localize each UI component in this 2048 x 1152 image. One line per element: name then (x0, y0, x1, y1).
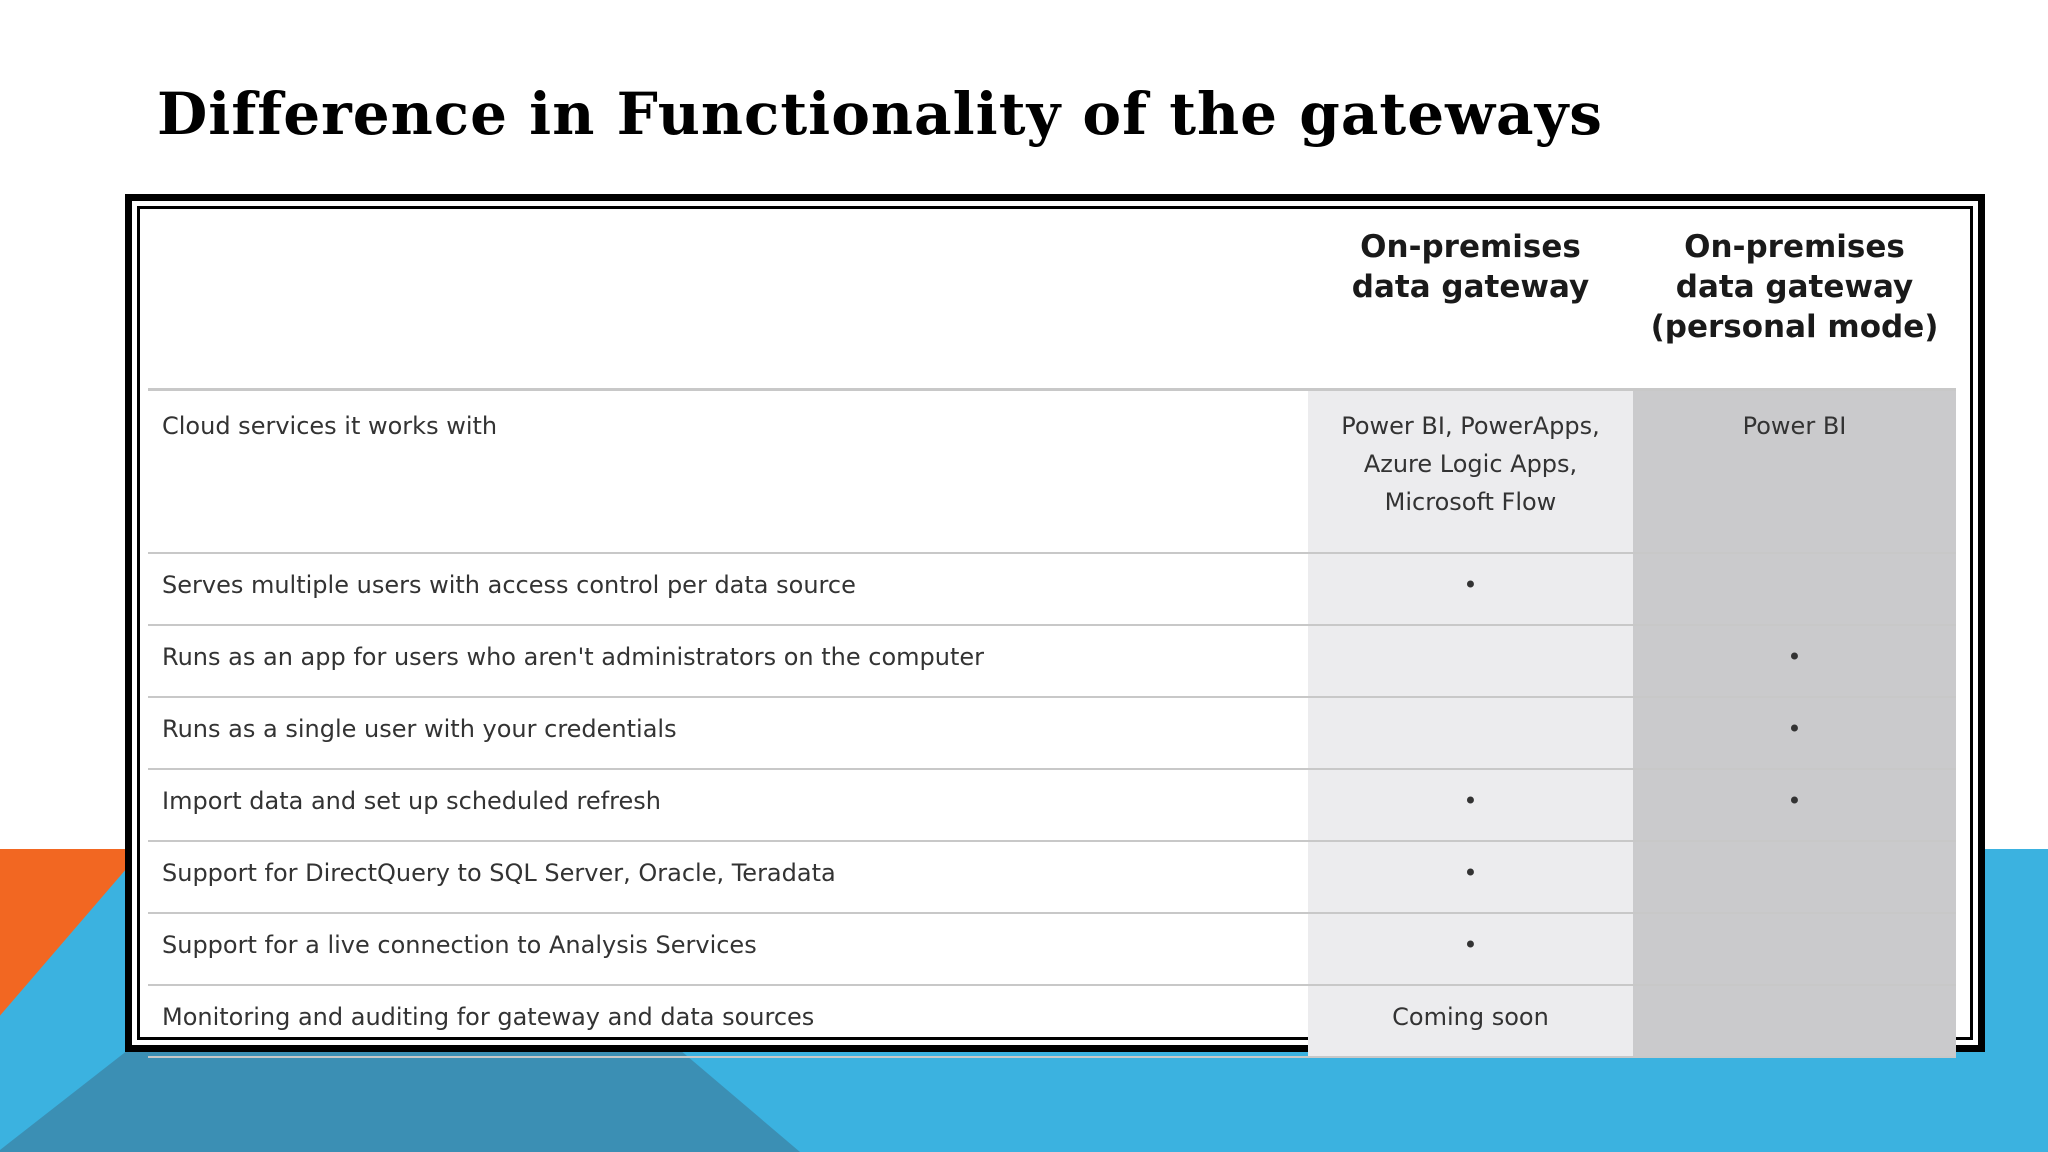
personal-cell: • (1633, 697, 1956, 769)
table-row (148, 625, 1956, 697)
personal-cell (1633, 913, 1956, 985)
standard-cell: • (1308, 913, 1633, 985)
feature-cell: Cloud services it works with (148, 390, 1308, 554)
standard-cell: Coming soon (1308, 985, 1633, 1057)
table-row (148, 769, 1956, 841)
personal-cell (1633, 985, 1956, 1057)
header-feature (148, 213, 1308, 390)
background-teal-shape (0, 1050, 800, 1152)
slide-title: Difference in Functionality of the gateways (157, 80, 1603, 148)
table-row (148, 841, 1956, 913)
feature-cell: Import data and set up scheduled refresh (148, 769, 1308, 841)
feature-cell: Serves multiple users with access control per data source (148, 553, 1308, 625)
table-row (148, 697, 1956, 769)
standard-cell: • (1308, 553, 1633, 625)
table-row (148, 913, 1956, 985)
standard-cell (1308, 625, 1633, 697)
header-personal-gateway: On-premises data gateway (personal mode) (1633, 213, 1956, 390)
personal-cell: Power BI (1633, 390, 1956, 554)
header-standard-gateway: On-premises data gateway (1308, 213, 1633, 390)
personal-cell (1633, 841, 1956, 913)
feature-cell: Runs as an app for users who aren't administrators on the computer (148, 625, 1308, 697)
feature-cell: Monitoring and auditing for gateway and data sources (148, 985, 1308, 1057)
table-row (148, 553, 1956, 625)
table-row (148, 985, 1956, 1057)
personal-cell: • (1633, 769, 1956, 841)
table-row (148, 390, 1956, 554)
table-header-row (148, 213, 1956, 390)
standard-cell (1308, 697, 1633, 769)
feature-cell: Runs as a single user with your credentials (148, 697, 1308, 769)
standard-cell: • (1308, 769, 1633, 841)
feature-cell: Support for a live connection to Analysis Services (148, 913, 1308, 985)
personal-cell: • (1633, 625, 1956, 697)
feature-cell: Support for DirectQuery to SQL Server, Oracle, Teradata (148, 841, 1308, 913)
personal-cell (1633, 553, 1956, 625)
standard-cell: Power BI, PowerApps, Azure Logic Apps, Microsoft Flow (1308, 390, 1633, 554)
comparison-table-frame (125, 194, 1985, 1052)
standard-cell: • (1308, 841, 1633, 913)
comparison-table (148, 213, 1956, 1058)
